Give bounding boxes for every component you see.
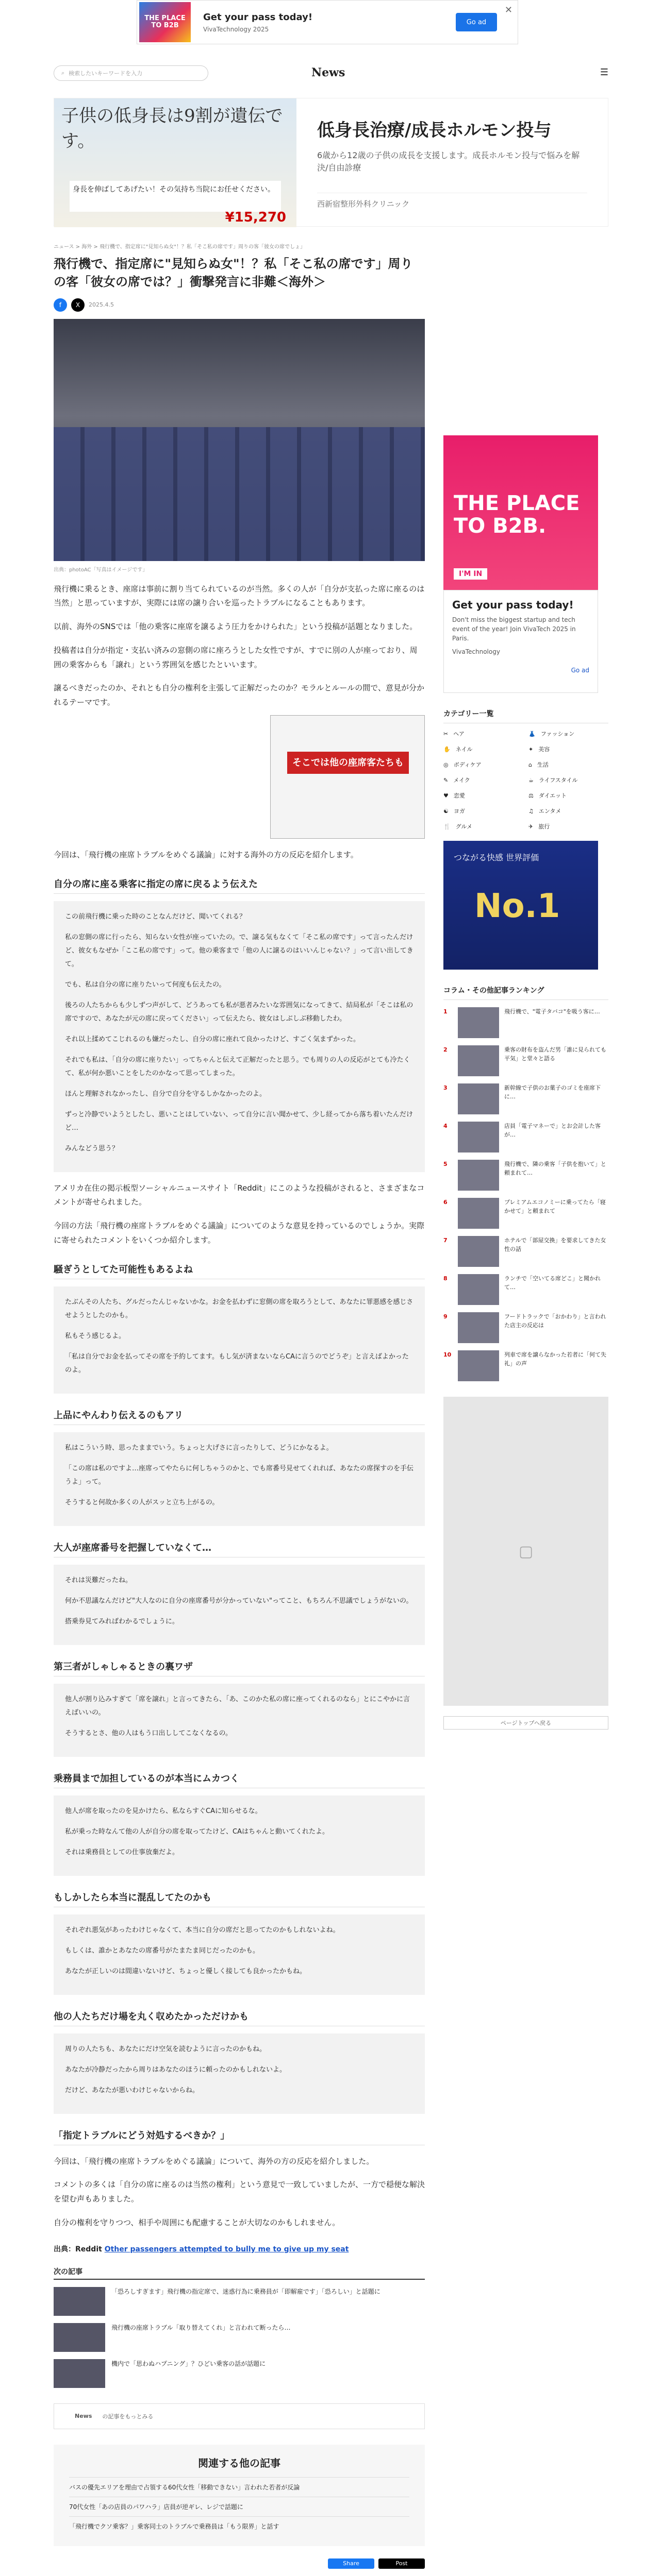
manga-image: そこでは他の座席客たちも [270,715,425,839]
sidebar [443,435,608,1730]
category-icon: ⚖ [528,792,534,799]
section-heading: もしかしたら本当に混乱してたのかも [54,1890,425,1907]
menu-icon[interactable]: ☰ [600,67,608,78]
category-item[interactable]: ☯ ヨガ [443,807,465,815]
category-item[interactable]: ⌂ 生活 [528,761,549,768]
quote-block: それぞれ悪気があったわけじゃなくて、本当に自分の席だと思ってたのかもしれないよね。 もしくは、誰かとあなたの席番号がたまたま同じだったのかも。 あなたが正しいのは間違いないけど、ちょっと優しく接しても良かったかもね。 [54,1914,425,1995]
ad-title: Get your pass today! [203,11,313,23]
paragraph: 自分の権利を守りつつ、相手や周囲にも配慮することが大切なのかもしれません。 [54,2217,340,2227]
paragraph: アメリカ在住の掲示板型ソーシャルニュースサイト「Reddit」にこのような投稿がされると、さまざまなコメントが寄せられました。 [54,1183,425,1207]
category-icon: 👗 [528,730,536,737]
related-item[interactable]: 「恐ろしすぎます」飛行機の指定席で、迷惑行為に乗務員が「即解雇です」「恐ろしい」と話題に [54,2287,425,2316]
ranking-item[interactable]: 8 ランチで「空いてる席どこ」と聞かれて… [443,1274,608,1305]
category-list [443,730,608,831]
category-item[interactable]: ♥ 恋愛 [443,792,465,799]
more-item[interactable]: 「飛行機でクソ乗客？」乗客同士のトラブルで乗務員は「もう限界」と話す [69,2516,409,2536]
related-item[interactable]: 機内で「思わぬハプニング」？ひどい乗客の話が話題に [54,2359,425,2388]
category-icon: ✂ [443,730,449,737]
category-icon: ✋ [443,745,451,753]
related-articles: 次の記事 「恐ろしすぎます」飛行機の指定席で、迷惑行為に乗務員が「即解雇です」「恐ろしい」と話題に 飛行機の座席トラブル「取り替えてくれ」と言われて断ったら… 機内で「思わぬハプニング」？ひどい乗客の話が話題に [54,2266,425,2388]
site-logo[interactable]: News [311,66,345,79]
category-item[interactable]: ✦ 美容 [528,745,550,753]
ranking-item[interactable]: 2 乗客の財布を盗んだ男「誰に見られても平気」と堂々と語る [443,1045,608,1076]
section-heading: 乗務員まで加担しているのが本当にムカつく [54,1771,425,1788]
category-icon: ✎ [443,776,449,784]
ad-image: 子供の低身長は9割が遺伝です。 身長を伸ばしてあげたい！その気持ち当院にお任せください。 ¥15,270 [54,98,296,227]
category-item[interactable]: ✂ ヘア [443,730,465,737]
related-item[interactable]: 飛行機の座席トラブル「取り替えてくれ」と言われて断ったら… [54,2323,425,2352]
paragraph: 飛行機に乗るとき、座席は事前に割り当てられているのが当然。多くの人が「自分が支払った席に座るのは当然」と思っていますが、実際には席の譲り合いを巡ったトラブルになることもあります。 [54,584,425,608]
category-item[interactable]: 🍴 グルメ [443,823,473,830]
document-icon: ▢ [518,1542,534,1561]
ranking-item[interactable]: 9 フードトラックで「おかわり」と言われた店主の反応は [443,1312,608,1343]
main-ad[interactable] [54,98,608,227]
sidebar-ad-text[interactable]: Get your pass today! Don't miss the biggest startup and tech event of the year! Join VivaTech 2025 in Paris. VivaTechnology Go ad [443,590,598,693]
section-heading: 他の人たちだけ場を丸く収めたかっただけかも [54,2009,425,2026]
quote-block: この前飛行機に乗った時のことなんだけど、聞いてくれる？ 私の窓側の席に行ったら、知らない女性が座っていたの。で、譲る気もなくて「そこ私の席です」って言ったんだけど、彼女もなぜか「ここ私の席です」って。他の乗客まで「他の人に譲るのはいいんじゃない？」って言い出してきて。 でも、私は自分の席に座りたいって何度も伝えたの。 後ろの人たちからも少しずつ声がして、どうあっても私が悪者みたいな雰囲気になってきて、結局私が「そこは私の席ですので、あなたが元の席に戻ってください」って伝えたら、彼女はしぶしぶ移動したわ。 それ以上揉めてこじれるのも嫌だったし、自分の席に座れて良かったけど、すごく気まずかった。 それでも私は、「自分の席に座りたい」ってちゃんと伝えて正解だったと思う。でも周りの人の反応がとても冷たくて、私が何か悪いことをしたのかなって思ってしまった。 ほんと理解されなかったし、自分で自分を守るしかなかったのよ。 ずっと冷静でいようとしたし、悪いことはしていない、って自分に言い聞かせて、少し経ってから落ち着いたんだけど… みんなどう思う？ [54,901,425,1172]
ad-placeholder [443,1397,608,1706]
category-icon: ☕ [528,776,534,784]
category-item[interactable]: ✈ 旅行 [528,823,550,830]
paragraph: 投稿者は自分が指定・支払い済みの窓側の席に座ろうとした女性ですが、すでに別の人が座っており、周囲の乗客からも「譲れ」という雰囲気を感じたといいます。 [54,645,418,669]
category-item[interactable]: ✎ メイク [443,776,470,784]
section-heading: 自分の席に座る乗客に指定の席に戻るよう伝えた [54,877,425,894]
more-item[interactable]: バスの優先エリアを理由で占領する60代女性「移動できない」言われた若者が反論 [69,2477,409,2497]
facebook-share-button[interactable]: Share [328,2558,374,2569]
category-icon: ⌂ [528,761,532,768]
brand-more-link[interactable]: News の記事をもっとみる [54,2403,425,2429]
source: 出典：Reddit Other passengers attempted to bully me to give up my seat [54,2245,349,2253]
ranking-item[interactable]: 10 列車で席を譲らなかった若者に「何て失礼」の声 [443,1350,608,1381]
section-heading: 大人が座席番号を把握していなくて… [54,1540,425,1557]
section-heading: 上品にやんわり伝えるのもアリ [54,1408,425,1425]
quote-block: 周りの人たちも、あなたにだけ空気を読むように言ったのかもね。 あなたが冷静だったから周りはあなたのほうに頼ったのかもしれないよ。 だけど、あなたが悪いわけじゃないからね。 [54,2033,425,2114]
more-item[interactable]: 70代女性「あの店員のパワハラ」店員が逆ギレ、レジで話題に [69,2497,409,2516]
category-icon: ◎ [443,761,449,768]
section-heading: 騒ぎうとしてた可能性もあるよね [54,1262,425,1279]
category-item[interactable]: ⚖ ダイエット [528,792,567,799]
x-icon[interactable]: X [71,298,85,312]
hero-image [54,319,425,561]
category-icon: ✈ [528,823,534,830]
top-banner-ad[interactable] [137,0,518,44]
image-caption: 出典：photoAC「写真はイメージです」 [54,567,148,573]
article-title: 飛行機で、指定席に"見知らぬ女"！？私「そこ私の席です」周りの客「彼女の席では？」衝撃発言に非難＜海外＞ [54,257,413,289]
category-item[interactable]: ☕ ライフスタイル [528,776,578,784]
category-icon: 🍴 [443,823,451,830]
category-icon: ✦ [528,745,534,753]
paragraph: 今回は、「飛行機の座席トラブルをめぐる議論」について、海外の方の反応を紹介しました。 [54,2156,374,2166]
category-item[interactable]: ♫ エンタメ [528,807,561,815]
search-icon: ⌕ [61,70,65,76]
quote-block: それは災難だったね。 何か不思議なんだけど"大人なのに自分の座席番号が分かっていない"ってこと、もちろん不思議でしょうがないの。 搭乗券見てみればわかるでしょうに。 [54,1565,425,1645]
category-heading: カテゴリー一覧 [443,708,608,723]
close-icon[interactable]: ✕ [504,5,512,15]
quote-block: 他人が割り込みすぎて「席を譲れ」と言ってきたら、「あ、このかた私の席に座ってくれるのなら」とにこやかに言えばいいの。 そうするとさ、他の人はもう口出ししてこなくなるの。 [54,1684,425,1757]
facebook-icon[interactable]: f [54,298,67,312]
ad-thumbnail: THE PLACE TO B2B [139,2,191,42]
category-item[interactable]: ◎ ボディケア [443,761,482,768]
category-item[interactable]: ✋ ネイル [443,745,473,753]
site-header [54,62,608,84]
paragraph: 今回は、「飛行機の座席トラブルをめぐる議論」に対する海外の方の反応を紹介します。 [54,850,358,859]
category-icon: ☯ [443,807,449,815]
paragraph: 以前、海外のSNSでは「他の乗客に座席を譲るよう圧力をかけられた」という投稿が話題となりました。 [54,622,418,632]
sidebar-ad[interactable]: THE PLACE TO B2B. I'M IN [443,435,598,590]
paragraph: 譲るべきだったのか、それとも自分の権利を主張して正解だったのか？モラルとルールの間で、意見が分かれるテーマです。 [54,683,424,707]
ad-description: 6歳から12歳の子供の成長を支援します。成長ホルモン投与で悩みを解決/自由診療 [317,150,580,173]
breadcrumb[interactable]: ニュース > 海外 > 飛行機で、指定席に"見知らぬ女"！？私「そこ私の席です」周りの客「彼女の席でしょ」 [54,244,305,250]
search-input[interactable]: ⌕ 検索したいキーワードを入力 [54,65,208,81]
ranking-item[interactable]: 6 プレミアムエコノミーに乗ってたら「寝かせて」と頼まれて [443,1198,608,1229]
ad-subtitle: VivaTechnology 2025 [203,25,269,33]
ranking-heading: コラム・その他記事ランキング [443,985,608,1000]
quote-block: たぶんその人たち、グルだったんじゃないかな。お金を払わずに窓側の席を取ろうとして、あなたに罪悪感を感じさせようとしたのかも。 私もそう感じるよ。 「私は自分でお金を払ってその席を予約してます。もし気が済まないならCAに言うのでどうぞ」と言えばよかったのよ。 [54,1286,425,1394]
source-link[interactable]: Other passengers attempted to bully me to give up my seat [104,2245,349,2253]
paragraph: コメントの多くは「自分の席に座るのは当然の権利」という意見で一致していましたが、一方で穏便な解決を望む声もありました。 [54,2180,425,2204]
more-articles: 関連する他の記事 バスの優先エリアを理由で占領する60代女性「移動できない」言われた若者が反論 70代女性「あの店員のパワハラ」店員が逆ギレ、レジで話題に 「飛行機でクソ乗客？」乗客同士のトラブルで乗務員は「もう限界」と話す [54,2445,425,2546]
ranking-item[interactable]: 4 店員「電子マネーで」とお会計した客が… [443,1122,608,1153]
ranking-list [443,1007,608,1381]
page-top-button[interactable]: ページトップへ戻る [443,1716,608,1730]
ranking-item[interactable]: 5 飛行機で、隣の乗客「子供を抱いて」と頼まれて… [443,1160,608,1191]
ranking-item[interactable]: 7 ホテルで「部屋交換」を要求してきた女性の話 [443,1236,608,1267]
article [54,255,425,2576]
x-share-button[interactable]: Post [378,2558,425,2569]
ranking-item[interactable]: 3 新幹線で子供のお菓子のゴミを座席下に… [443,1083,608,1114]
publish-date: 2025.4.5 [89,301,114,309]
category-icon: ♥ [443,792,449,799]
ad-sponsor: 西新宿整形外科クリニック [317,193,587,209]
category-icon: ♫ [528,807,534,815]
section-heading: 「指定トラブルにどう対処するべきか？」 [54,2128,425,2145]
ranking-item[interactable]: 1 飛行機で、"電子タバコ"を吸う客に… [443,1007,608,1038]
quote-block: 私はこういう時、思ったままでいう。ちょっと大げさに言ったりして、どうにかなるよ。 「この席は私のですよ…座席ってやたらに何しちゃうのかと、でも席番号見せてくれれば、あなたの席探すのを手伝うよ」って。 そうすると何故か多くの人がスッと立ち上がるの。 [54,1432,425,1526]
category-item[interactable]: 👗 ファッション [528,730,575,737]
ad-headline: 低身長治療/成長ホルモン投与 [317,120,552,141]
ad-go-button[interactable]: Go ad [456,13,497,31]
quote-block: 他人が席を取ったのを見かけたら、私ならすぐCAに知らせるな。 私が乗った時なんて他の人が自分の席を取ってたけど、CAはちゃんと動いてくれたよ。 それは乗務員としての仕事放棄だよ。 [54,1795,425,1876]
sidebar-ad-no1[interactable]: つながる快感 世界評価 No.1 [443,841,598,970]
section-heading: 第三者がしゃしゃるときの裏ワザ [54,1659,425,1676]
paragraph: 今回の方法「飛行機の座席トラブルをめぐる議論」についてのような意見を持っているのでしょうか。実際に寄せられたコメントをいくつか紹介します。 [54,1221,425,1245]
